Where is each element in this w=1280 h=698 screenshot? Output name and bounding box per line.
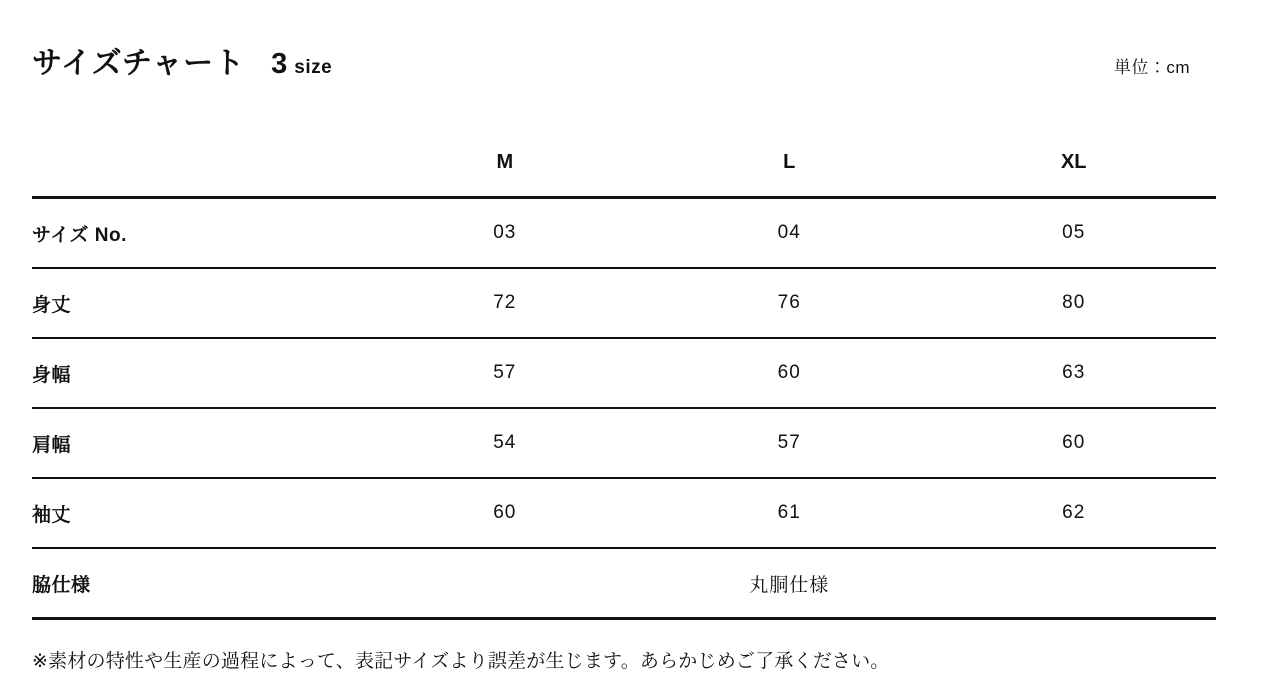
cell-xl: 62 xyxy=(931,478,1216,548)
cell-xl: 80 xyxy=(931,268,1216,338)
table-row xyxy=(32,268,1216,338)
cell-l: 61 xyxy=(647,478,931,548)
column-header-xl: XL xyxy=(931,128,1216,198)
cell-m: 03 xyxy=(363,198,647,269)
row-label: 身幅 xyxy=(32,338,363,408)
page-header xyxy=(32,0,1248,82)
title-group xyxy=(32,38,332,82)
table-row xyxy=(32,198,1216,269)
row-label: サイズ No. xyxy=(32,198,363,269)
size-chart-table xyxy=(32,128,1216,620)
table-row xyxy=(32,408,1216,478)
size-count: 3 xyxy=(271,48,288,80)
cell-l: 57 xyxy=(647,408,931,478)
row-label: 脇仕様 xyxy=(32,548,363,619)
table-row xyxy=(32,548,1216,619)
cell-l: 04 xyxy=(647,198,931,269)
cell-xl: 60 xyxy=(931,408,1216,478)
column-header-blank xyxy=(32,128,363,198)
row-label: 袖丈 xyxy=(32,478,363,548)
table-head xyxy=(32,128,1216,198)
cell-l: 76 xyxy=(647,268,931,338)
table-row xyxy=(32,478,1216,548)
size-word: size xyxy=(294,57,333,78)
column-header-l: L xyxy=(647,128,931,198)
cell-m: 54 xyxy=(363,408,647,478)
column-header-m: M xyxy=(363,128,647,198)
footnote: ※素材の特性や生産の過程によって、表記サイズより誤差が生じます。あらかじめご了承ください。 xyxy=(32,651,890,672)
unit-note: 単位：cm xyxy=(1113,58,1190,77)
cell-xl: 63 xyxy=(931,338,1216,408)
row-label: 肩幅 xyxy=(32,408,363,478)
cell-l: 60 xyxy=(647,338,931,408)
row-label: 身丈 xyxy=(32,268,363,338)
cell-xl: 05 xyxy=(931,198,1216,269)
table-body xyxy=(32,198,1216,619)
cell-m: 60 xyxy=(363,478,647,548)
cell-all-sizes: 丸胴仕様 xyxy=(363,548,1216,619)
page-title: サイズチャート xyxy=(32,47,246,80)
table-header-row xyxy=(32,128,1216,198)
cell-m: 72 xyxy=(363,268,647,338)
cell-m: 57 xyxy=(363,338,647,408)
table-row xyxy=(32,338,1216,408)
